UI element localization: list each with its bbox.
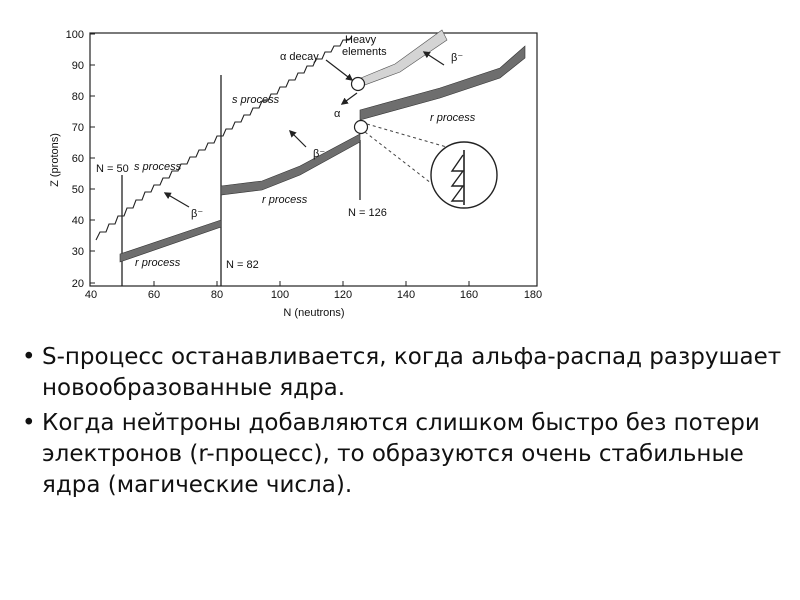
n126-label: N = 126 bbox=[348, 207, 387, 219]
bullet-marker: • bbox=[22, 344, 36, 370]
y-tick-label: 40 bbox=[71, 215, 84, 227]
y-tick-label: 80 bbox=[71, 91, 84, 103]
bullet-marker: • bbox=[22, 410, 36, 436]
bullet-item bbox=[22, 342, 792, 404]
x-tick-label: 80 bbox=[210, 289, 224, 301]
x-axis bbox=[85, 281, 542, 319]
y-tick-label: 70 bbox=[71, 122, 84, 134]
beta-label-low: β⁻ bbox=[191, 208, 204, 220]
x-tick-label: 160 bbox=[459, 289, 479, 301]
n82-label: N = 82 bbox=[226, 259, 259, 271]
x-axis-label: N (neutrons) bbox=[283, 307, 345, 319]
r-process-band-mid bbox=[221, 134, 360, 195]
x-tick-label: 60 bbox=[147, 289, 161, 301]
bullet-list bbox=[22, 342, 792, 505]
r-process-label-mid: r process bbox=[262, 194, 308, 206]
y-tick-label: 90 bbox=[71, 60, 84, 72]
y-tick-label: 20 bbox=[71, 278, 84, 290]
y-tick-label: 50 bbox=[71, 184, 84, 196]
x-tick-label: 140 bbox=[396, 289, 416, 301]
alpha-decay-arrow bbox=[326, 60, 352, 80]
zoom-connector-top bbox=[367, 124, 450, 148]
x-tick-label: 120 bbox=[333, 289, 353, 301]
bullet-text: Когда нейтроны добавляются слишком быстро без потери электронов (r-процесс), то образуются очень стабильные ядра (магические числа). bbox=[42, 410, 760, 498]
y-tick-label: 30 bbox=[71, 246, 84, 258]
heavy-elements-label: elements bbox=[342, 46, 387, 58]
s-process-path bbox=[96, 36, 352, 240]
alpha-arrow bbox=[342, 93, 357, 104]
y-axis bbox=[49, 29, 95, 290]
beta-label-mid: β⁻ bbox=[313, 148, 326, 160]
bullet-item bbox=[22, 408, 792, 501]
beta-arrow-mid bbox=[290, 131, 306, 147]
x-tick-label: 180 bbox=[523, 289, 543, 301]
alpha-decay-marker bbox=[352, 78, 365, 91]
beta-arrow-right bbox=[424, 52, 444, 65]
heavy-elements-label: Heavy bbox=[345, 34, 377, 46]
beta-arrow-low bbox=[165, 193, 189, 207]
bullet-text: S-процесс останавливается, когда альфа-распад разрушает новообразованные ядра. bbox=[42, 344, 782, 401]
n126-marker bbox=[355, 121, 368, 134]
n50-label: N = 50 bbox=[96, 163, 129, 175]
y-tick-label: 100 bbox=[65, 29, 84, 41]
s-process-label-lower: s process bbox=[134, 161, 182, 173]
r-process-band-low bbox=[120, 220, 221, 262]
zoom-connector-bottom bbox=[365, 132, 440, 190]
r-process-label-top: r process bbox=[430, 112, 476, 124]
s-process-label-upper: s process bbox=[232, 94, 280, 106]
x-tick-label: 40 bbox=[84, 289, 98, 301]
alpha-label: α bbox=[334, 108, 341, 120]
beta-label-right: β⁻ bbox=[451, 52, 464, 64]
alpha-decay-label: α decay bbox=[280, 51, 319, 63]
y-tick-label: 60 bbox=[71, 153, 84, 165]
r-process-label-low: r process bbox=[135, 257, 181, 269]
x-tick-label: 100 bbox=[270, 289, 290, 301]
y-axis-label: Z (protons) bbox=[49, 133, 61, 187]
